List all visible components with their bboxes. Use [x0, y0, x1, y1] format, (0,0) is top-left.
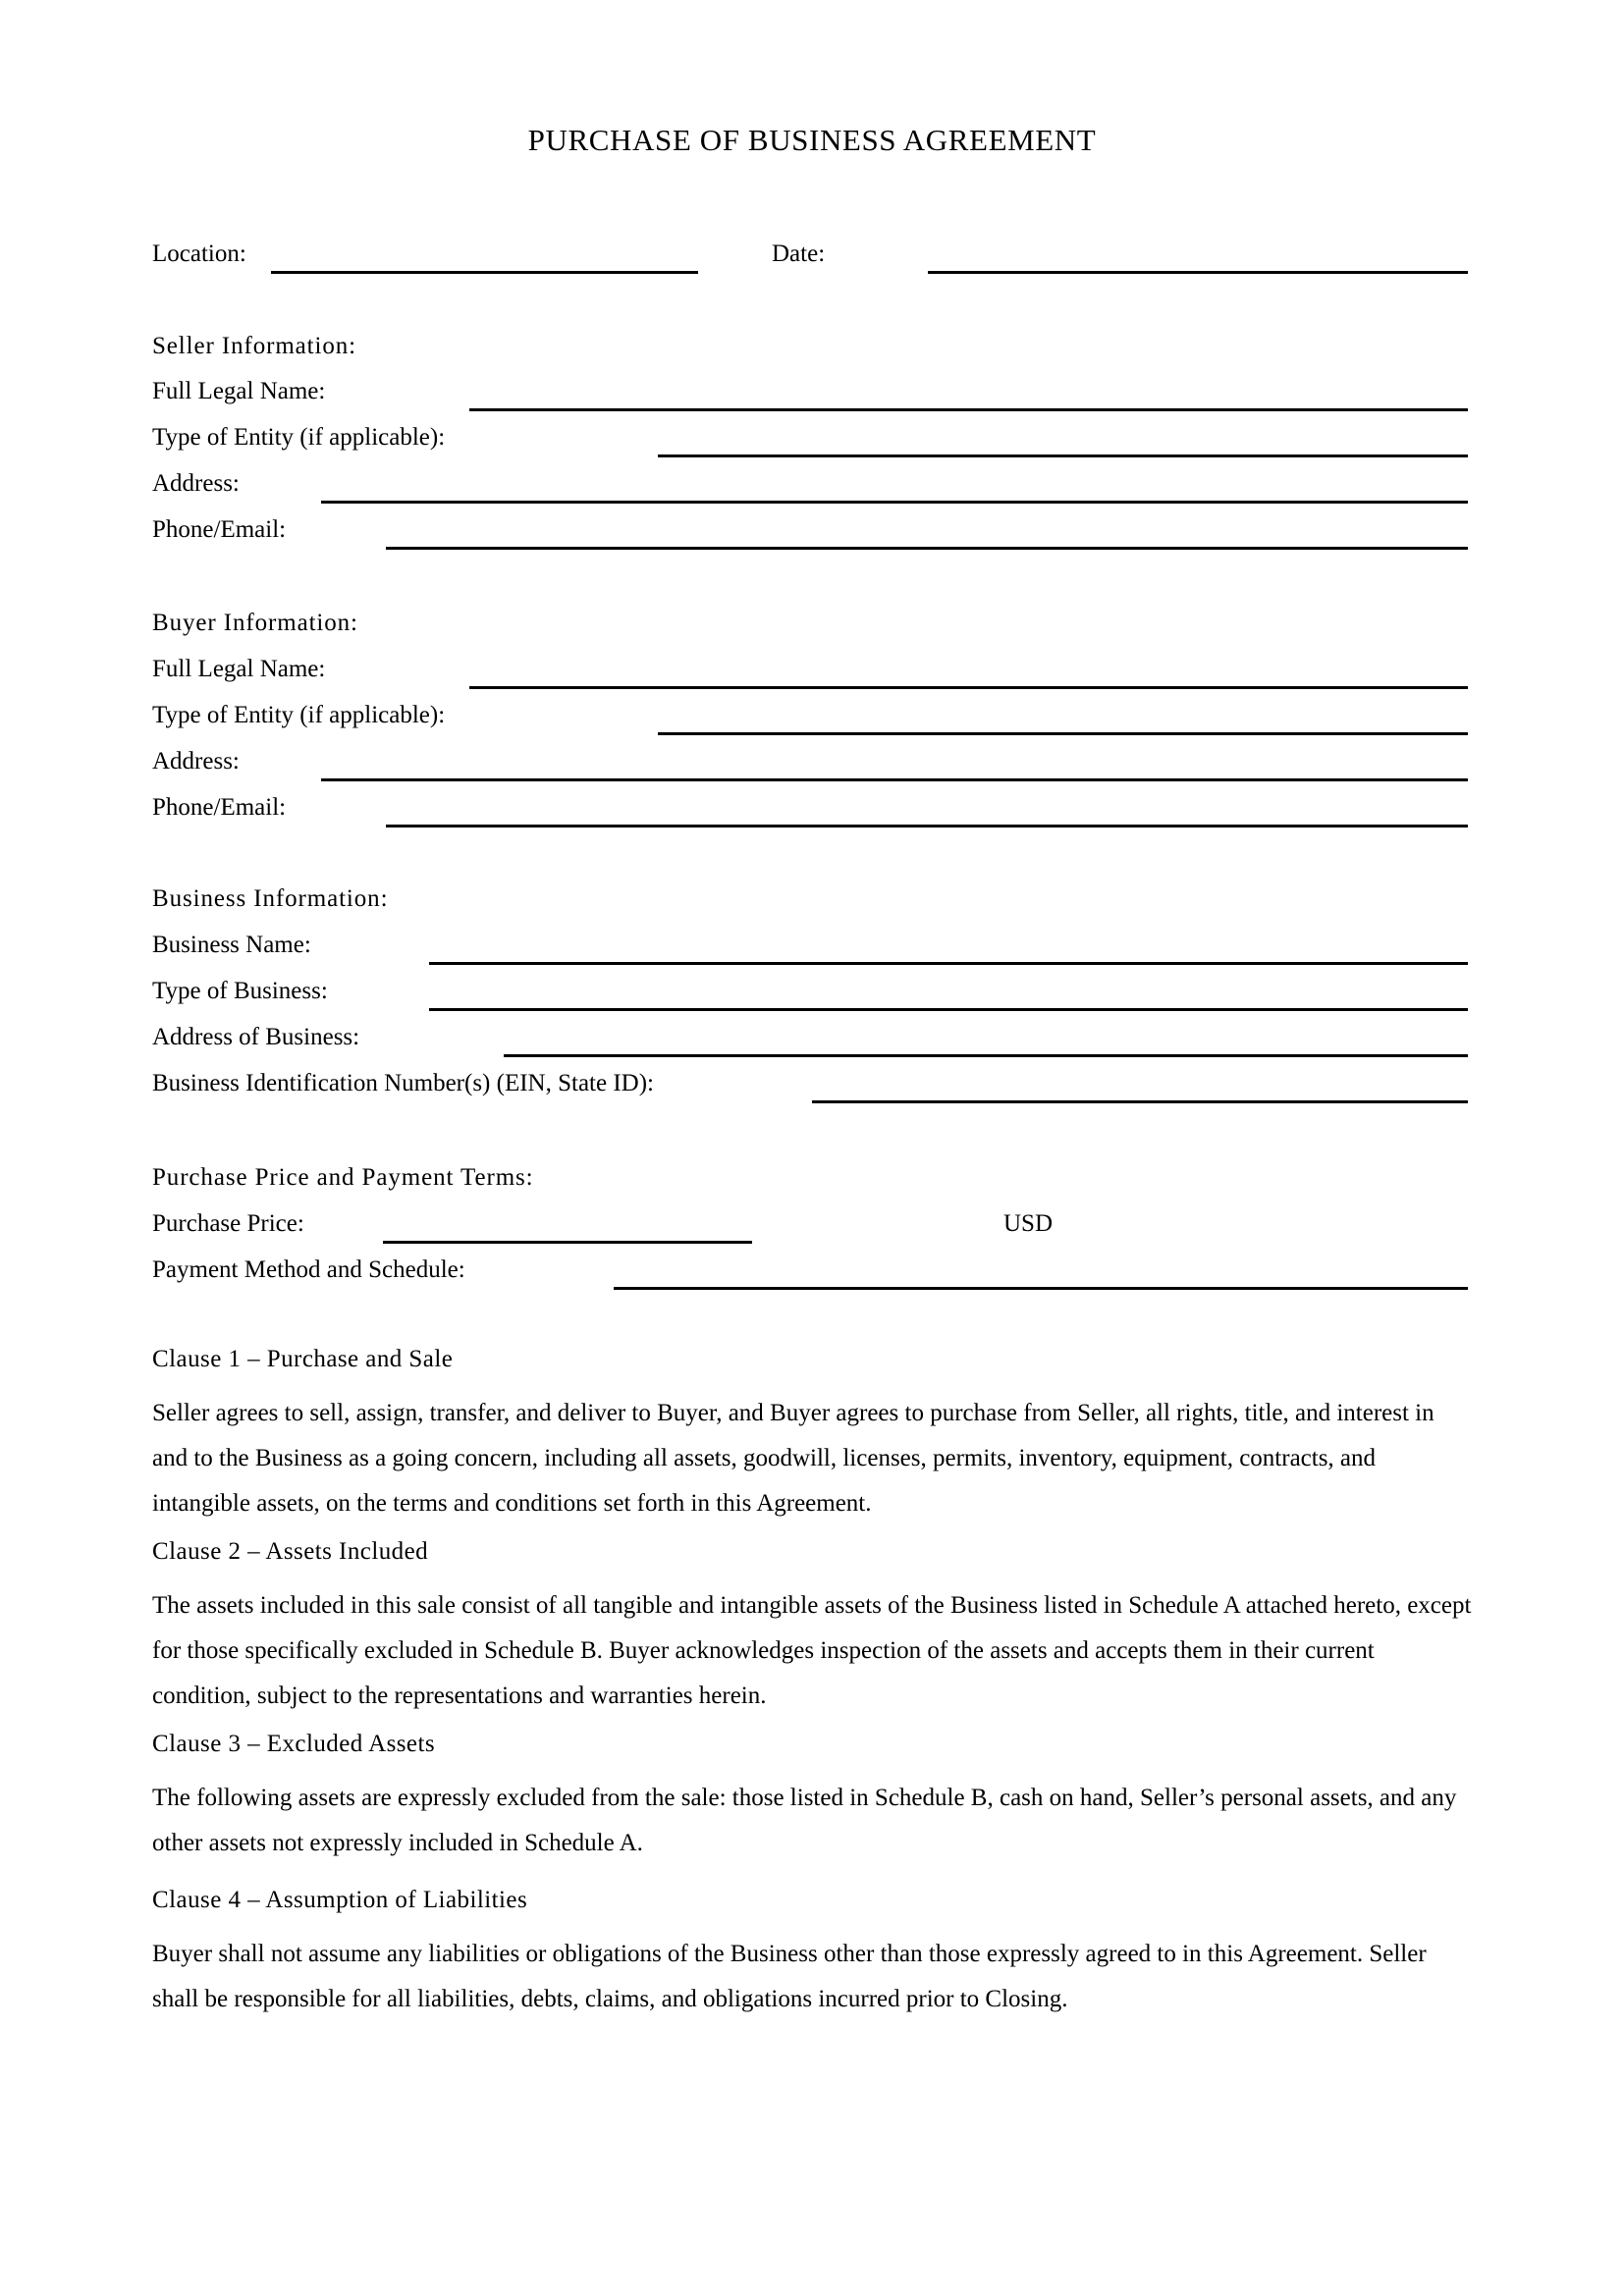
purchase-price-rule[interactable] — [383, 1241, 752, 1244]
clause-3-heading: Clause 3 – Excluded Assets — [152, 1731, 436, 1757]
seller-information-heading: Seller Information: — [152, 333, 357, 359]
clause-2-body: The assets included in this sale consist of all tangible and intangible assets of the Business listed in Schedule A attached hereto, except for those specifically excluded in Schedule B. Buyer acknowledges inspection of the assets and accepts them in their current condition, subject to the representations and warranties herein. — [152, 1592, 1472, 1709]
clause-3-body: The following assets are expressly excluded from the sale: those listed in Schedule B, cash on hand, Seller’s personal assets, and any other assets not expressly included in Schedule A. — [152, 1785, 1457, 1856]
type-of-business-label: Type of Business: — [152, 978, 328, 1004]
date-input-rule[interactable] — [928, 271, 1468, 274]
currency-label: USD — [1003, 1210, 1054, 1237]
buyer-address-label: Address: — [152, 748, 240, 774]
location-label: Location: — [152, 240, 246, 267]
type-of-business-rule[interactable] — [429, 1008, 1468, 1011]
clause-2-heading: Clause 2 – Assets Included — [152, 1538, 429, 1565]
clause-4-body: Buyer shall not assume any liabilities or obligations of the Business other than those expressly agreed to in this Agreement. Seller shall be responsible for all liabilities, debts, claims, and obligations incurred prior to Closing. — [152, 1941, 1427, 2012]
seller-type-of-entity-label: Type of Entity (if applicable): — [152, 424, 446, 451]
seller-phone-email-label: Phone/Email: — [152, 516, 287, 543]
buyer-full-legal-name-label: Full Legal Name: — [152, 656, 326, 682]
seller-phone-email-rule[interactable] — [386, 547, 1468, 550]
address-of-business-label: Address of Business: — [152, 1024, 360, 1050]
business-identification-number-label: Business Identification Number(s) (EIN, State ID): — [152, 1070, 654, 1096]
business-name-rule[interactable] — [429, 962, 1468, 965]
business-identification-number-rule[interactable] — [812, 1100, 1468, 1103]
date-label: Date: — [772, 240, 826, 267]
business-name-label: Business Name: — [152, 932, 311, 958]
buyer-address-rule[interactable] — [321, 778, 1468, 781]
seller-address-rule[interactable] — [321, 501, 1468, 504]
seller-address-label: Address: — [152, 470, 240, 497]
business-information-heading: Business Information: — [152, 885, 389, 912]
seller-full-legal-name-rule[interactable] — [469, 408, 1468, 411]
clause-4-heading: Clause 4 – Assumption of Liabilities — [152, 1887, 528, 1913]
buyer-phone-email-rule[interactable] — [386, 825, 1468, 828]
buyer-type-of-entity-rule[interactable] — [658, 732, 1468, 735]
payment-method-schedule-rule[interactable] — [614, 1287, 1468, 1290]
purchase-price-terms-heading: Purchase Price and Payment Terms: — [152, 1164, 534, 1191]
seller-type-of-entity-rule[interactable] — [658, 454, 1468, 457]
page-title: PURCHASE OF BUSINESS AGREEMENT — [527, 123, 1097, 157]
seller-full-legal-name-label: Full Legal Name: — [152, 378, 326, 404]
buyer-type-of-entity-label: Type of Entity (if applicable): — [152, 702, 446, 728]
payment-method-schedule-label: Payment Method and Schedule: — [152, 1256, 465, 1283]
purchase-price-label: Purchase Price: — [152, 1210, 304, 1237]
clause-1-body: Seller agrees to sell, assign, transfer, and deliver to Buyer, and Buyer agrees to purchase from Seller, all rights, title, and interest in and to the Business as a going concern, including all assets, goodwill, licenses, permits, inventory, equipment, contracts, and intangible assets, on the terms and conditions set forth in this Agreement. — [152, 1400, 1435, 1517]
buyer-information-heading: Buyer Information: — [152, 610, 358, 636]
buyer-phone-email-label: Phone/Email: — [152, 794, 287, 821]
address-of-business-rule[interactable] — [504, 1054, 1468, 1057]
buyer-full-legal-name-rule[interactable] — [469, 686, 1468, 689]
clause-1-heading: Clause 1 – Purchase and Sale — [152, 1346, 454, 1372]
location-input-rule[interactable] — [271, 271, 698, 274]
